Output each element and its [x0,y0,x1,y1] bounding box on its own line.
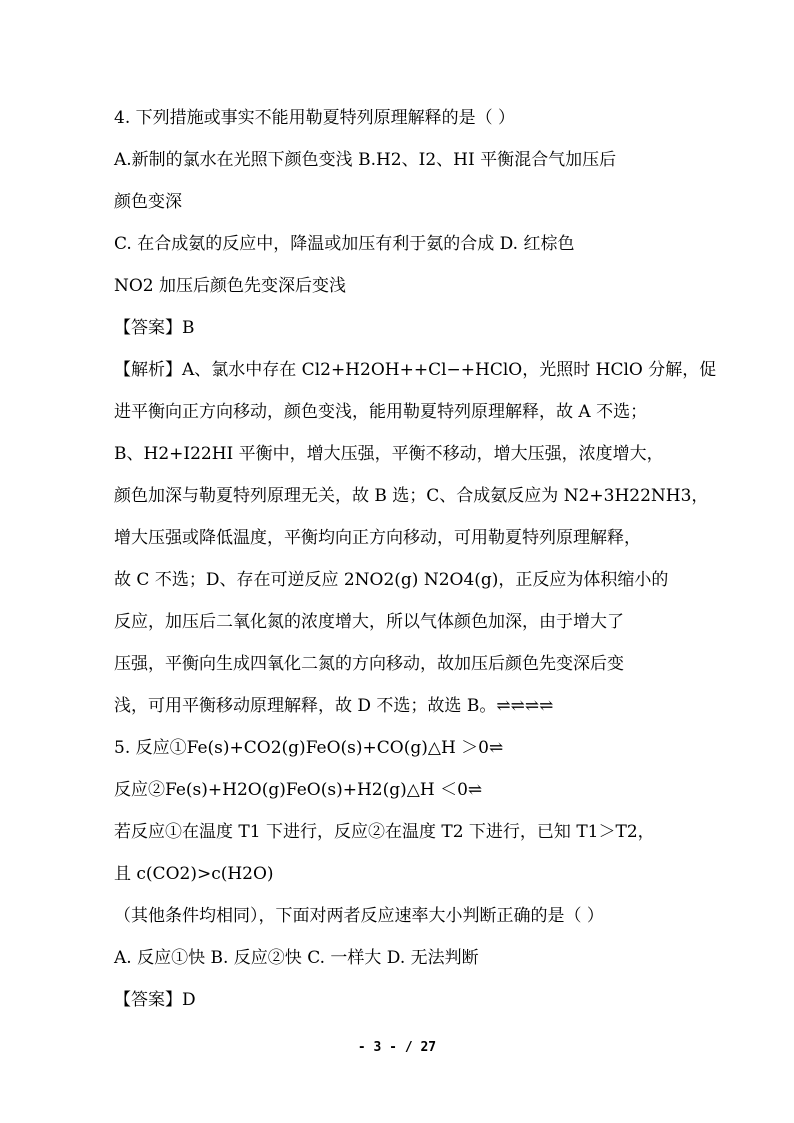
question-4-analysis-line: 压强，平衡向生成四氧化二氮的方向移动，故加压后颜色先变深后变 [114,654,624,674]
question-4-analysis-line: 增大压强或降低温度，平衡均向正方向移动，可用勒夏特列原理解释， [114,528,641,548]
question-5-stem: （其他条件均相同），下面对两者反应速率大小判断正确的是（ ） [114,906,604,926]
question-4-stem: 4. 下列措施或事实不能用勒夏特列原理解释的是（ ） [114,108,516,128]
question-4-analysis-line: 反应，加压后二氧化氮的浓度增大，所以气体颜色加深，由于增大了 [114,612,624,632]
question-4-options-ab: A.新制的氯水在光照下颜色变浅 B.H2、I2、HI 平衡混合气加压后 [114,150,617,170]
question-4-analysis-line: 浅，可用平衡移动原理解释，故 D 不选；故选 B。⇌⇌⇌⇌ [114,696,554,716]
question-5-options: A. 反应①快 B. 反应②快 C. 一样大 D. 无法判断 [114,948,479,968]
question-4-analysis-line: 颜色加深与勒夏特列原理无关，故 B 选；C、合成氨反应为 N2+3H22NH3， [114,486,709,506]
question-4-analysis-line: B、H2+I22HI 平衡中，增大压强，平衡不移动，增大压强，浓度增大， [114,444,664,464]
question-5-reaction-1: 5. 反应①Fe(s)+CO2(g)FeO(s)+CO(g)△H ＞0⇌ [114,738,504,758]
page-number: - 3 - / 27 [357,1040,437,1055]
question-4-options-ab-cont: 颜色变深 [114,192,182,212]
question-5-condition-cont: 且 c(CO2)>c(H2O) [114,864,274,884]
question-5-reaction-2: 反应②Fe(s)+H2O(g)FeO(s)+H2(g)△H ＜0⇌ [114,780,483,800]
question-4-options-cd-cont: NO2 加压后颜色先变深后变浅 [114,276,347,296]
question-4-answer: 【答案】B [114,318,195,338]
question-4-options-cd: C. 在合成氨的反应中，降温或加压有利于氨的合成 D. 红棕色 [114,234,575,254]
question-5-condition: 若反应①在温度 T1 下进行，反应②在温度 T2 下进行，已知 T1＞T2， [114,822,655,842]
question-4-analysis-line: 【解析】A、氯水中存在 Cl2+H2OH++Cl−+HClO，光照时 HClO 分解，促 [114,360,717,380]
question-4-analysis-line: 故 C 不选；D、存在可逆反应 2NO2(g) N2O4(g)，正反应为体积缩小的 [114,570,669,590]
question-5-answer: 【答案】D [114,990,196,1010]
question-4-analysis-line: 进平衡向正方向移动，颜色变浅，能用勒夏特列原理解释，故 A 不选； [114,402,648,422]
